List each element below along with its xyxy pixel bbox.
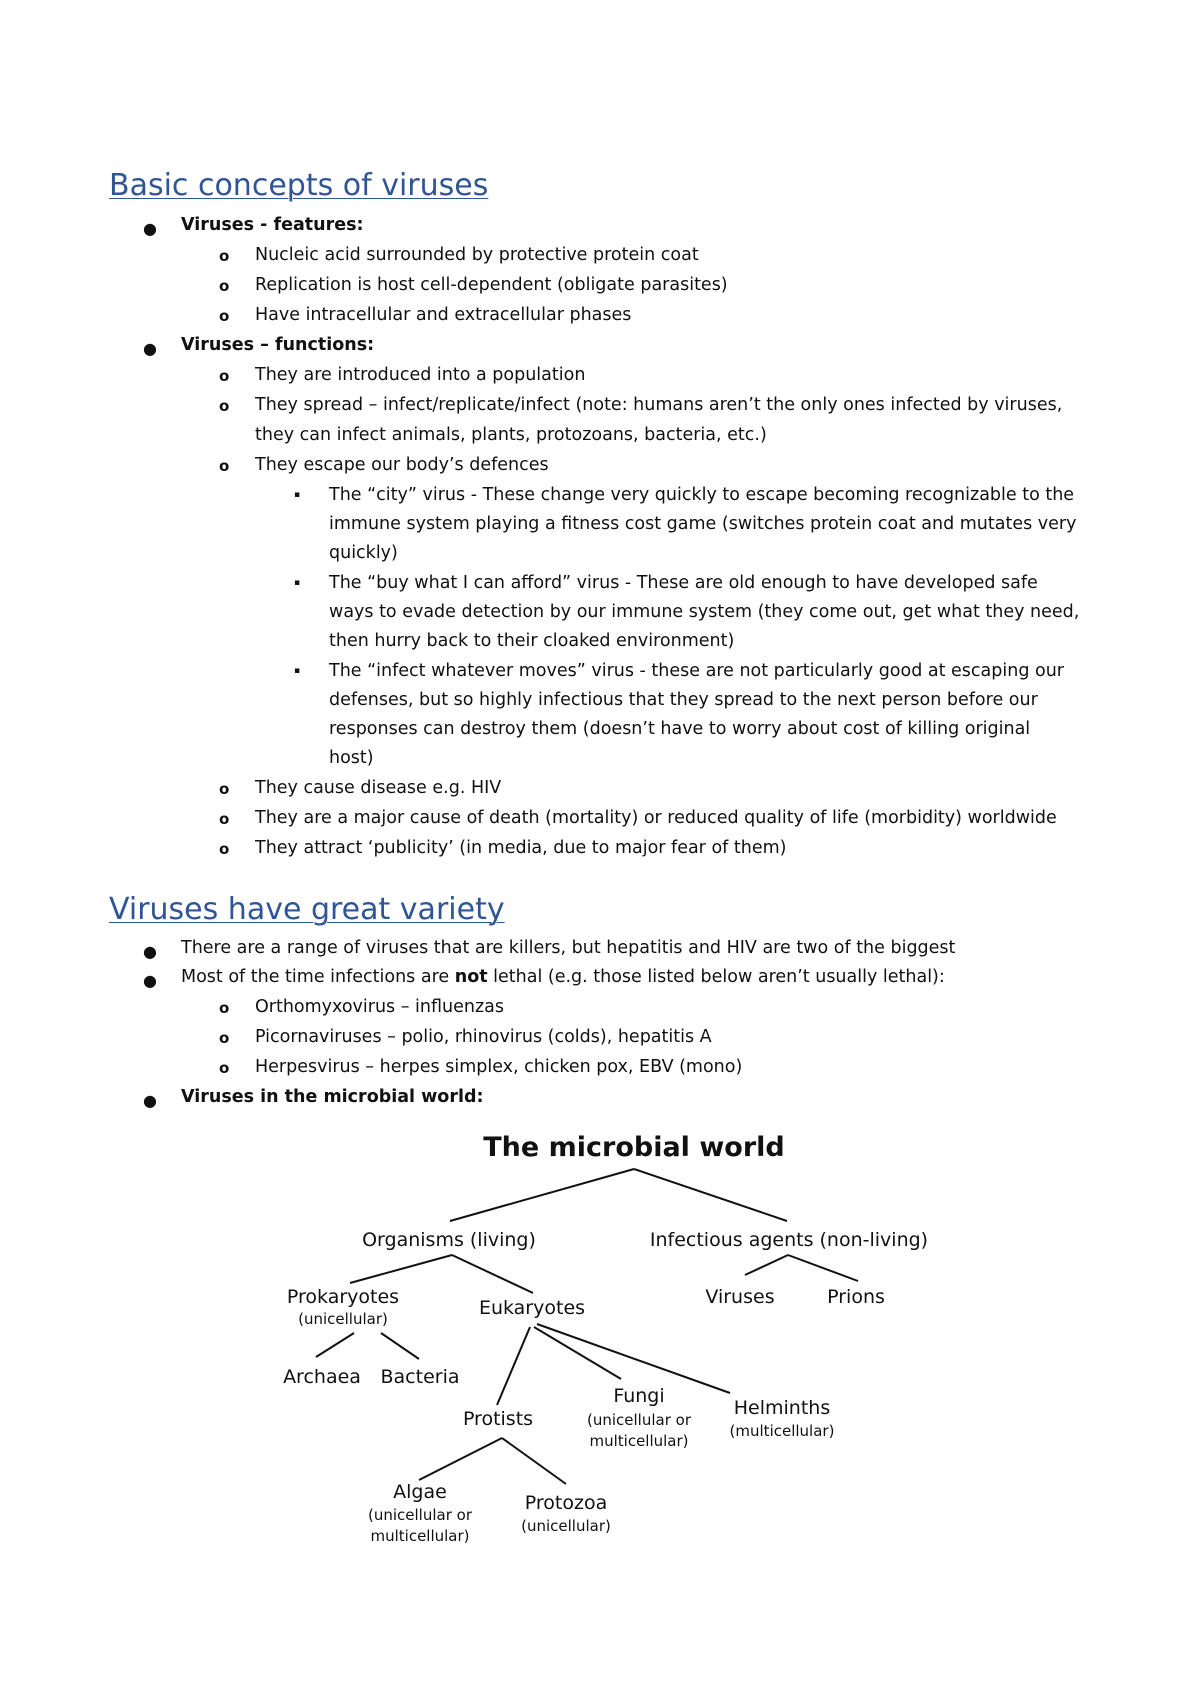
circle-bullet-icon: o bbox=[219, 457, 230, 475]
connector-line bbox=[450, 1169, 634, 1221]
circle-bullet-icon: o bbox=[219, 1059, 230, 1077]
connector-line bbox=[316, 1333, 354, 1357]
variety-item: There are a range of viruses that are killers, but hepatitis and HIV are two of the biggest bbox=[181, 938, 956, 958]
bullet-icon: ● bbox=[143, 339, 157, 358]
diagram-title: The microbial world bbox=[483, 1132, 785, 1163]
connector-line bbox=[452, 1255, 533, 1293]
circle-bullet-icon: o bbox=[219, 277, 230, 295]
connector-line bbox=[502, 1438, 566, 1484]
feature-item: Replication is host cell-dependent (obligate parasites) bbox=[255, 275, 728, 295]
connector-line bbox=[497, 1327, 530, 1405]
node-fungi-note: (unicellular or bbox=[587, 1411, 691, 1429]
circle-bullet-icon: o bbox=[219, 810, 230, 828]
connector-line bbox=[745, 1255, 788, 1275]
node-infectious-agents: Infectious agents (non-living) bbox=[649, 1229, 929, 1251]
node-helminths-note: (multicellular) bbox=[729, 1422, 835, 1440]
variety-text: lethal (e.g. those listed below aren’t usually lethal): bbox=[487, 967, 945, 987]
square-bullet-icon: ▪ bbox=[294, 666, 301, 676]
square-bullet-icon: ▪ bbox=[294, 490, 301, 500]
virus-example: Herpesvirus – herpes simplex, chicken pox, EBV (mono) bbox=[255, 1057, 743, 1077]
feature-item: Nucleic acid surrounded by protective protein coat bbox=[255, 245, 699, 265]
function-item-continued: they can infect animals, plants, protozoans, bacteria, etc.) bbox=[255, 425, 767, 445]
connector-line bbox=[537, 1324, 730, 1393]
virus-type-item: The “buy what I can afford” virus - These are old enough to have developed safe bbox=[329, 573, 1038, 593]
connector-line bbox=[634, 1169, 787, 1221]
circle-bullet-icon: o bbox=[219, 1029, 230, 1047]
function-item: They escape our body’s defences bbox=[255, 455, 549, 475]
virus-type-item-continued: quickly) bbox=[329, 543, 398, 563]
virus-type-item: The “infect whatever moves” virus - these are not particularly good at escaping our bbox=[329, 661, 1064, 681]
node-prokaryotes-note: (unicellular) bbox=[298, 1310, 388, 1328]
heading-variety: Viruses have great variety bbox=[109, 892, 505, 927]
function-item: They are a major cause of death (mortality) or reduced quality of life (morbidity) worldwide bbox=[255, 808, 1057, 828]
virus-type-item-continued: then hurry back to their cloaked environment) bbox=[329, 631, 735, 651]
connector-line bbox=[350, 1255, 452, 1283]
node-protists: Protists bbox=[462, 1408, 534, 1430]
function-item: They cause disease e.g. HIV bbox=[255, 778, 502, 798]
circle-bullet-icon: o bbox=[219, 840, 230, 858]
node-fungi: Fungi bbox=[613, 1385, 665, 1407]
diagram-connectors bbox=[316, 1169, 858, 1484]
node-fungi-note: multicellular) bbox=[589, 1432, 689, 1450]
node-prions: Prions bbox=[827, 1286, 885, 1308]
function-item: They are introduced into a population bbox=[255, 365, 586, 385]
node-viruses: Viruses bbox=[705, 1286, 775, 1308]
circle-bullet-icon: o bbox=[219, 247, 230, 265]
heading-basic-concepts: Basic concepts of viruses bbox=[109, 168, 489, 203]
circle-bullet-icon: o bbox=[219, 307, 230, 325]
bullet-icon: ● bbox=[143, 219, 157, 238]
node-protozoa-note: (unicellular) bbox=[521, 1517, 611, 1535]
variety-text: Most of the time infections are bbox=[181, 967, 455, 987]
connector-line bbox=[788, 1255, 858, 1281]
connector-line bbox=[419, 1438, 502, 1480]
virus-type-item-continued: defenses, but so highly infectious that they spread to the next person before our bbox=[329, 690, 1038, 710]
function-item: They attract ‘publicity’ (in media, due to major fear of them) bbox=[255, 838, 787, 858]
microbial-label: Viruses in the microbial world: bbox=[181, 1087, 484, 1107]
bullet-icon: ● bbox=[143, 942, 157, 961]
feature-item: Have intracellular and extracellular phases bbox=[255, 305, 632, 325]
virus-type-item: The “city” virus - These change very quickly to escape becoming recognizable to the bbox=[329, 485, 1075, 505]
variety-item bbox=[181, 966, 945, 988]
circle-bullet-icon: o bbox=[219, 780, 230, 798]
node-archaea: Archaea bbox=[283, 1366, 361, 1388]
node-eukaryotes: Eukaryotes bbox=[478, 1297, 586, 1319]
circle-bullet-icon: o bbox=[219, 397, 230, 415]
node-algae-note: (unicellular or bbox=[368, 1506, 472, 1524]
features-label: Viruses - features: bbox=[181, 215, 364, 235]
node-organisms: Organisms (living) bbox=[362, 1229, 536, 1251]
virus-type-item-continued: responses can destroy them (doesn’t have to worry about cost of killing original bbox=[329, 719, 1031, 739]
bullet-icon: ● bbox=[143, 1091, 157, 1110]
function-item: They spread – infect/replicate/infect (note: humans aren’t the only ones infected by viruses, bbox=[255, 395, 1063, 415]
node-helminths: Helminths bbox=[733, 1397, 831, 1419]
virus-example: Orthomyxovirus – influenzas bbox=[255, 997, 505, 1017]
connector-line bbox=[534, 1327, 621, 1379]
connector-line bbox=[381, 1333, 419, 1359]
virus-type-item-continued: ways to evade detection by our immune system (they come out, get what they need, bbox=[329, 602, 1080, 622]
virus-type-item-continued: immune system playing a fitness cost game (switches protein coat and mutates very bbox=[329, 514, 1077, 534]
circle-bullet-icon: o bbox=[219, 367, 230, 385]
node-algae-note: multicellular) bbox=[370, 1527, 470, 1545]
square-bullet-icon: ▪ bbox=[294, 578, 301, 588]
circle-bullet-icon: o bbox=[219, 999, 230, 1017]
virus-example: Picornaviruses – polio, rhinovirus (colds), hepatitis A bbox=[255, 1027, 712, 1047]
node-bacteria: Bacteria bbox=[380, 1366, 460, 1388]
functions-label: Viruses – functions: bbox=[181, 335, 375, 355]
node-protozoa: Protozoa bbox=[524, 1492, 608, 1514]
virus-type-item-continued: host) bbox=[329, 748, 374, 768]
bullet-icon: ● bbox=[143, 971, 157, 990]
emphasis-not: not bbox=[454, 967, 488, 987]
node-algae: Algae bbox=[393, 1481, 447, 1503]
node-prokaryotes: Prokaryotes bbox=[286, 1286, 400, 1308]
